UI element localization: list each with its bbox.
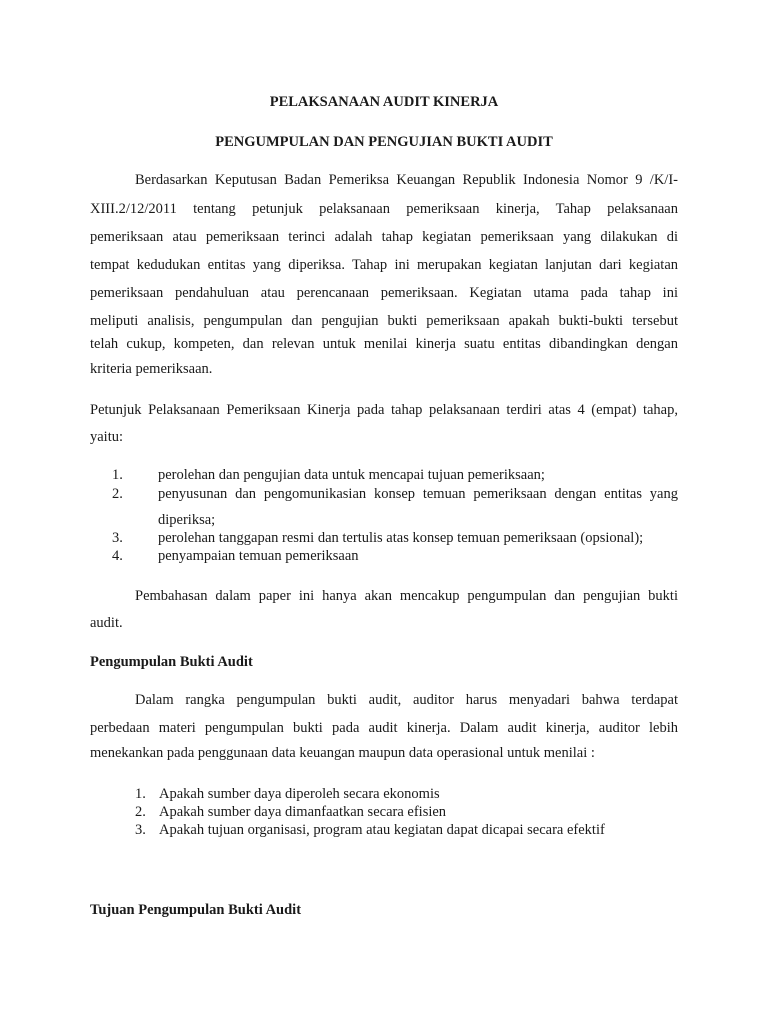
paragraph-line: Dalam rangka pengumpulan bukti audit, auditor harus menyadari bahwa terdapat (135, 692, 678, 708)
list-text: Apakah sumber daya dimanfaatkan secara efisien (159, 804, 447, 820)
section-heading: Tujuan Pengumpulan Bukti Audit (90, 902, 302, 918)
list-number: 1. (135, 786, 146, 802)
list-text: diperiksa; (158, 512, 216, 528)
list-text: Apakah tujuan organisasi, program atau kegiatan dapat dicapai secara efektif (159, 822, 605, 838)
document-title: PELAKSANAAN AUDIT KINERJA (269, 94, 499, 110)
paragraph-line: pemeriksaan pendahuluan atau perencanaan pemeriksaan. Kegiatan utama pada tahap ini (90, 285, 678, 301)
paragraph-line: tempat kedudukan entitas yang diperiksa. Tahap ini merupakan kegiatan lanjutan dari kegiatan (90, 257, 678, 273)
paragraph-line: Pembahasan dalam paper ini hanya akan mencakup pengumpulan dan pengujian bukti (135, 588, 678, 604)
paragraph-line: kriteria pemeriksaan. (90, 361, 213, 377)
list-number: 1. (112, 467, 123, 483)
list-text: perolehan dan pengujian data untuk mencapai tujuan pemeriksaan; (158, 467, 545, 483)
list-number: 4. (112, 548, 123, 564)
paragraph-line: telah cukup, kompeten, dan relevan untuk menilai kinerja suatu entitas dibandingkan dengan (90, 336, 678, 352)
list-number: 2. (135, 804, 146, 820)
paragraph-line: menekankan pada penggunaan data keuangan maupun data operasional untuk menilai : (90, 745, 595, 761)
paragraph-line: pemeriksaan atau pemeriksaan terinci adalah tahap kegiatan pemeriksaan yang dilakukan di (90, 229, 678, 245)
list-text: penyusunan dan pengomunikasian konsep temuan pemeriksaan dengan entitas yang (158, 486, 678, 502)
paragraph-line: meliputi analisis, pengumpulan dan pengujian bukti pemeriksaan apakah bukti-bukti tersebut (90, 313, 678, 329)
paragraph-line: perbedaan materi pengumpulan bukti pada audit kinerja. Dalam audit kinerja, auditor lebih (90, 720, 678, 736)
paragraph-line: XIII.2/12/2011 tentang petunjuk pelaksanaan pemeriksaan kinerja, Tahap pelaksanaan (90, 201, 678, 217)
list-text: penyampaian temuan pemeriksaan (158, 548, 359, 564)
section-heading: Pengumpulan Bukti Audit (90, 654, 253, 670)
paragraph-line: yaitu: (90, 429, 124, 445)
list-number: 3. (135, 822, 146, 838)
paragraph-line: Berdasarkan Keputusan Badan Pemeriksa Keuangan Republik Indonesia Nomor 9 /K/I- (135, 172, 678, 188)
list-text: Apakah sumber daya diperoleh secara ekonomis (159, 786, 440, 802)
paragraph-line: Petunjuk Pelaksanaan Pemeriksaan Kinerja pada tahap pelaksanaan terdiri atas 4 (empat) tahap, (90, 402, 678, 418)
paragraph-line: audit. (90, 615, 123, 631)
document-subtitle: PENGUMPULAN DAN PENGUJIAN BUKTI AUDIT (215, 134, 553, 150)
list-number: 2. (112, 486, 123, 502)
list-number: 3. (112, 530, 123, 546)
list-text: perolehan tanggapan resmi dan tertulis atas konsep temuan pemeriksaan (opsional); (158, 530, 644, 546)
